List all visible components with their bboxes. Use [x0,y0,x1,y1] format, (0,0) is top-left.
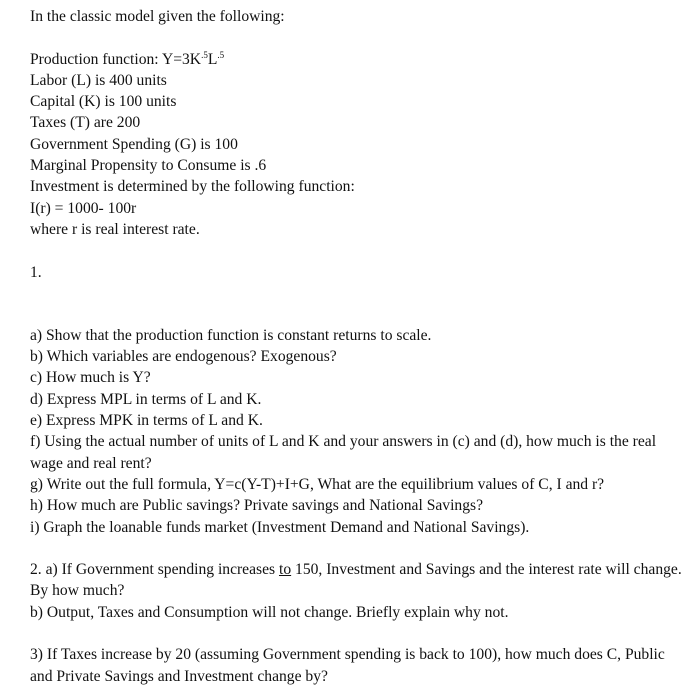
capital-line: Capital (K) is 100 units [30,93,177,111]
question-2a-underlined: to [278,561,292,579]
question-1c: c) How much is Y? [30,369,151,387]
question-1d: d) Express MPL in terms of L and K. [30,390,262,408]
question-2a-after: 150, Investment and Savings and the interest rate will change. By how much? [30,561,682,600]
spacer [30,240,685,261]
question-2b: b) Output, Taxes and Consumption will not change. Briefly explain why not. [30,603,509,621]
k-exponent: .5 [201,49,208,60]
labor-line: Labor (L) is 400 units [30,71,167,89]
question-1g: g) Write out the full formula, Y=c(Y-T)+I+G, What are the equilibrium values of C, I and r? [30,475,605,493]
spacer [30,623,685,644]
question-1e: e) Express MPK in terms of L and K. [30,412,263,430]
production-function [30,49,685,70]
spacer [30,283,685,325]
taxes-line: Taxes (T) are 200 [30,114,141,132]
spacer [30,538,685,559]
r-definition: where r is real interest rate. [30,220,200,238]
question-1b: b) Which variables are endogenous? Exogenous? [30,348,337,366]
gov-spending-line: Government Spending (G) is 100 [30,135,238,153]
l-exponent: .5 [217,49,225,60]
investment-intro-line: Investment is determined by the following function: [30,178,355,196]
question-1-number: 1. [30,263,42,281]
mpc-line: Marginal Propensity to Consume is .6 [30,157,267,175]
question-1i: i) Graph the loanable funds market (Investment Demand and National Savings). [30,518,530,536]
production-prefix: Production function: Y=3K [30,50,202,68]
document [30,6,685,687]
question-1h: h) How much are Public savings? Private savings and National Savings? [30,497,483,515]
question-1f: f) Using the actual number of units of L and K and your answers in (c) and (d), how much is the real wage and real rent? [30,433,657,472]
question-3: 3) If Taxes increase by 20 (assuming Government spending is back to 100), how much does C, Public and Private Savings and Investment change by? [30,646,665,685]
intro-line: In the classic model given the following: [30,8,285,25]
question-1a: a) Show that the production function is constant returns to scale. [30,326,432,344]
production-l: L [207,50,218,68]
question-2a [30,559,685,602]
question-2a-before: 2. a) If Government spending increases [30,561,279,579]
spacer [30,27,685,48]
investment-function: I(r) = 1000- 100r [30,199,137,217]
